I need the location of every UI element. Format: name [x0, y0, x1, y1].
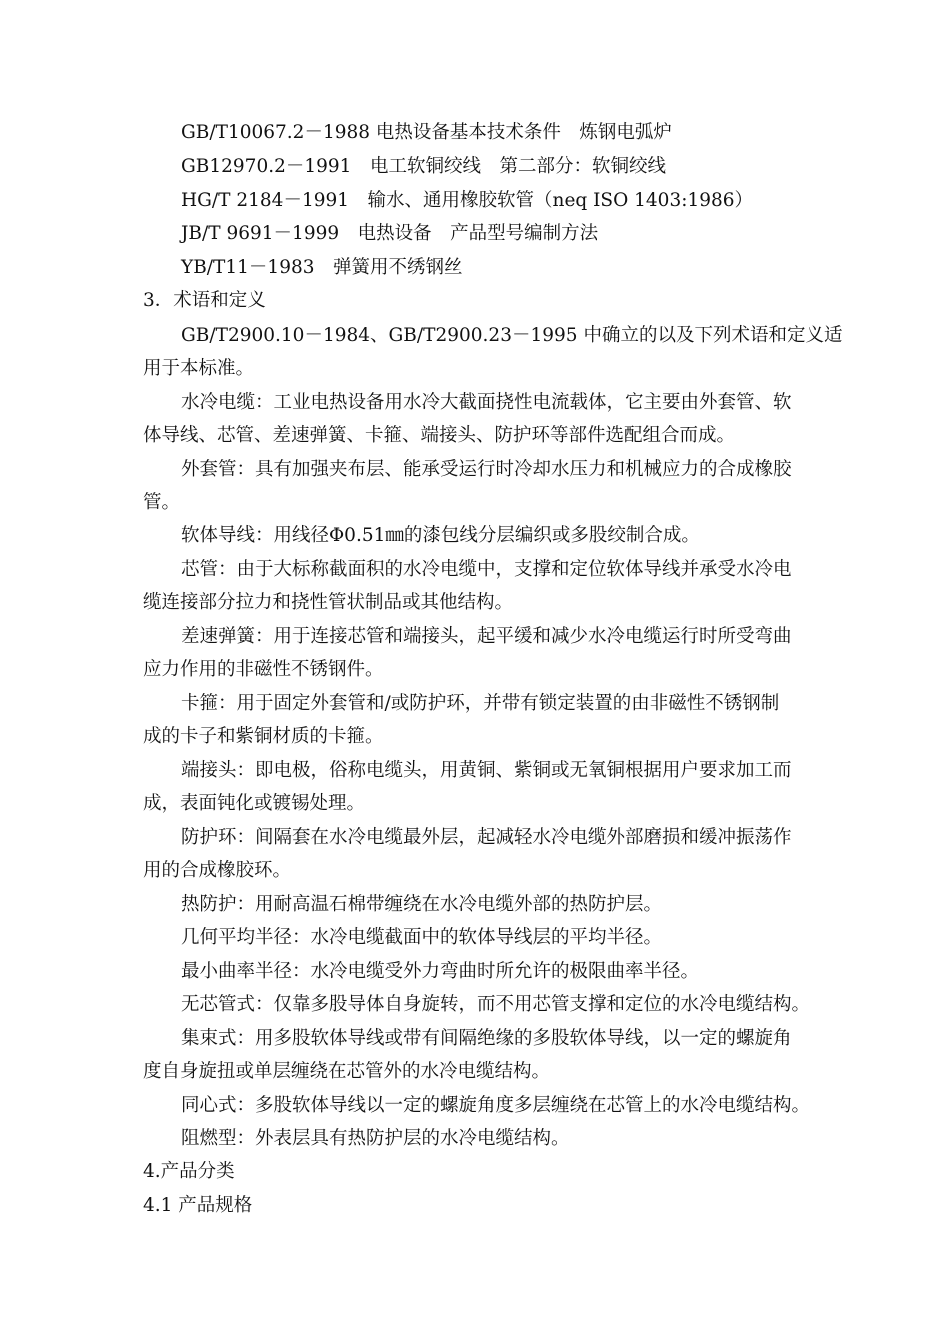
definition-line: 体导线、芯管、差速弹簧、卡箍、端接头、防护环等部件选配组合而成。 — [143, 425, 736, 446]
definition-line: 度自身旋扭或单层缠绕在芯管外的水冷电缆结构。 — [143, 1061, 551, 1082]
definition-line: 缆连接部分拉力和挠性管状制品或其他结构。 — [143, 592, 514, 613]
definition-line: 芯管：由于大标称截面积的水冷电缆中，支撑和定位软体导线并承受水冷电 — [181, 559, 792, 580]
section-heading: 3．术语和定义 — [143, 290, 266, 311]
definition-line: 外套管：具有加强夹布层、能承受运行时冷却水压力和机械应力的合成橡胶 — [181, 459, 792, 480]
standard-ref: HG/T 2184－1991 输水、通用橡胶软管（neq ISO 1403:1986） — [181, 190, 754, 211]
subsection-heading: 4.1 产品规格 — [143, 1195, 253, 1216]
definition-line: 端接头：即电极，俗称电缆头，用黄铜、紫铜或无氧铜根据用户要求加工而 — [181, 760, 792, 781]
standard-ref: GB/T10067.2－1988 电热设备基本技术条件 炼钢电弧炉 — [181, 122, 672, 143]
definition-line: 几何平均半径：水冷电缆截面中的软体导线层的平均半径。 — [181, 927, 663, 948]
definition-line: 应力作用的非磁性不锈钢件。 — [143, 659, 384, 680]
definition-line: 最小曲率半径：水冷电缆受外力弯曲时所允许的极限曲率半径。 — [181, 961, 700, 982]
section-heading: 4.产品分类 — [143, 1161, 235, 1182]
intro-line: GB/T2900.10－1984、GB/T2900.23－1995 中确立的以及下列术语和定义适 — [181, 325, 843, 346]
definition-line: 热防护：用耐高温石棉带缠绕在水冷电缆外部的热防护层。 — [181, 894, 663, 915]
definition-line: 同心式：多股软体导线以一定的螺旋角度多层缠绕在芯管上的水冷电缆结构。 — [181, 1095, 811, 1116]
definition-line: 水冷电缆：工业电热设备用水冷大截面挠性电流载体，它主要由外套管、软 — [181, 392, 792, 413]
definition-line: 差速弹簧：用于连接芯管和端接头，起平缓和减少水冷电缆运行时所受弯曲 — [181, 626, 792, 647]
standard-ref: JB/T 9691－1999 电热设备 产品型号编制方法 — [181, 223, 599, 244]
definition-line: 软体导线：用线径Φ0.51㎜的漆包线分层编织或多股绞制合成。 — [181, 525, 700, 546]
standard-ref: YB/T11－1983 弹簧用不绣钢丝 — [181, 257, 463, 278]
definition-line: 阻燃型：外表层具有热防护层的水冷电缆结构。 — [181, 1128, 570, 1149]
definition-line: 集束式：用多股软体导线或带有间隔绝缘的多股软体导线，以一定的螺旋角 — [181, 1028, 792, 1049]
definition-line: 卡箍：用于固定外套管和/或防护环，并带有锁定装置的由非磁性不锈钢制 — [181, 693, 780, 714]
standard-ref: GB12970.2－1991 电工软铜绞线 第二部分：软铜绞线 — [181, 156, 666, 177]
definition-line: 成的卡子和紫铜材质的卡箍。 — [143, 726, 384, 747]
intro-line: 用于本标准。 — [143, 358, 255, 379]
definition-line: 用的合成橡胶环。 — [143, 860, 292, 881]
definition-line: 防护环：间隔套在水冷电缆最外层，起减轻水冷电缆外部磨损和缓冲振荡作 — [181, 827, 792, 848]
definition-line: 管。 — [143, 492, 181, 513]
definition-line: 无芯管式：仅靠多股导体自身旋转，而不用芯管支撑和定位的水冷电缆结构。 — [181, 994, 811, 1015]
definition-line: 成，表面钝化或镀锡处理。 — [143, 793, 366, 814]
